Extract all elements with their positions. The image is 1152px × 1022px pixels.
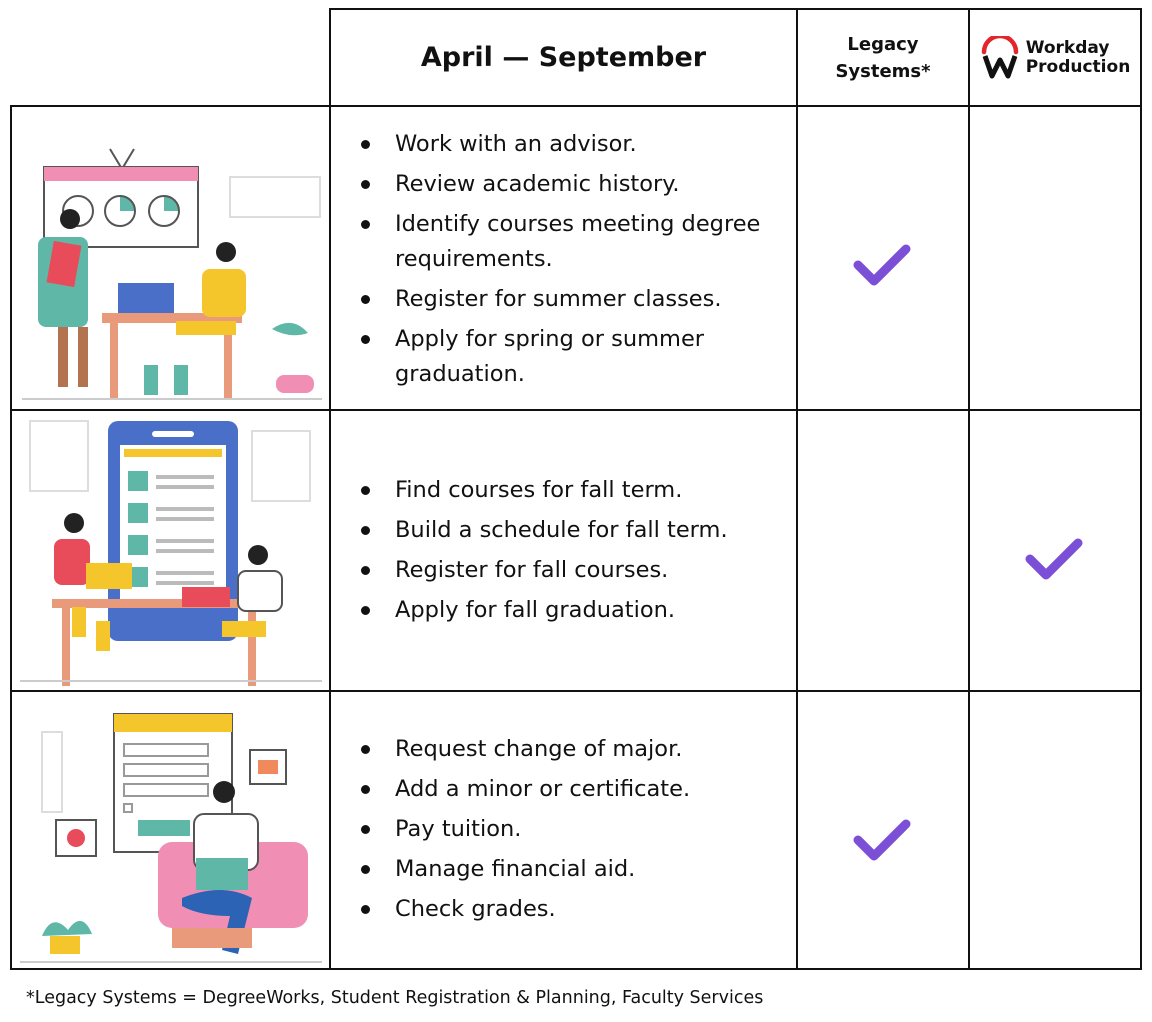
tasks-cell-1 bbox=[329, 105, 798, 411]
task-list-2 bbox=[357, 473, 786, 633]
schedule-planning-illustration bbox=[12, 411, 329, 690]
list-item: Apply for fall graduation. bbox=[357, 593, 786, 628]
legacy-systems-header bbox=[796, 8, 970, 107]
list-item: Register for fall courses. bbox=[357, 553, 786, 588]
checkmark-icon bbox=[852, 241, 912, 291]
list-item: Pay tuition. bbox=[357, 812, 786, 847]
workday-cell-2 bbox=[968, 409, 1142, 692]
list-item: Find courses for fall term. bbox=[357, 473, 786, 508]
checkmark-icon bbox=[1024, 535, 1084, 585]
list-item: Review academic history. bbox=[357, 167, 786, 202]
list-item: Check grades. bbox=[357, 892, 786, 927]
workday-label-line2: Production bbox=[1025, 56, 1131, 77]
legacy-label-line1: Legacy bbox=[847, 33, 919, 55]
task-list-1 bbox=[357, 127, 786, 397]
list-item: Apply for spring or summer graduation. bbox=[357, 322, 786, 392]
illustration-cell-1 bbox=[10, 105, 331, 411]
tasks-cell-2 bbox=[329, 409, 798, 692]
workday-cell-3 bbox=[968, 690, 1142, 970]
legacy-cell-1 bbox=[796, 105, 970, 411]
legacy-label-line2: Systems* bbox=[835, 60, 931, 82]
schedule-table bbox=[10, 8, 1142, 970]
list-item: Request change of major. bbox=[357, 732, 786, 767]
list-item: Manage financial aid. bbox=[357, 852, 786, 887]
period-title: April — September bbox=[420, 42, 707, 73]
workday-production-header bbox=[968, 8, 1142, 107]
legacy-cell-3 bbox=[796, 690, 970, 970]
list-item: Add a minor or certificate. bbox=[357, 772, 786, 807]
list-item: Build a schedule for fall term. bbox=[357, 513, 786, 548]
list-item: Register for summer classes. bbox=[357, 282, 786, 317]
task-list-3 bbox=[357, 732, 786, 932]
list-item: Work with an advisor. bbox=[357, 127, 786, 162]
workday-cell-1 bbox=[968, 105, 1142, 411]
legacy-systems-footnote: *Legacy Systems = DegreeWorks, Student Registration & Planning, Faculty Services bbox=[26, 988, 764, 1008]
advisor-meeting-illustration bbox=[12, 107, 329, 409]
period-header bbox=[329, 8, 798, 107]
checkmark-icon bbox=[852, 816, 912, 866]
workday-label-line1: Workday bbox=[1025, 37, 1110, 58]
workday-logo-icon bbox=[980, 36, 1020, 80]
legacy-cell-2 bbox=[796, 409, 970, 692]
illustration-cell-3 bbox=[10, 690, 331, 970]
tasks-cell-3 bbox=[329, 690, 798, 970]
illustration-cell-2 bbox=[10, 409, 331, 692]
list-item: Identify courses meeting degree requirements. bbox=[357, 207, 786, 277]
student-forms-illustration bbox=[12, 692, 329, 968]
